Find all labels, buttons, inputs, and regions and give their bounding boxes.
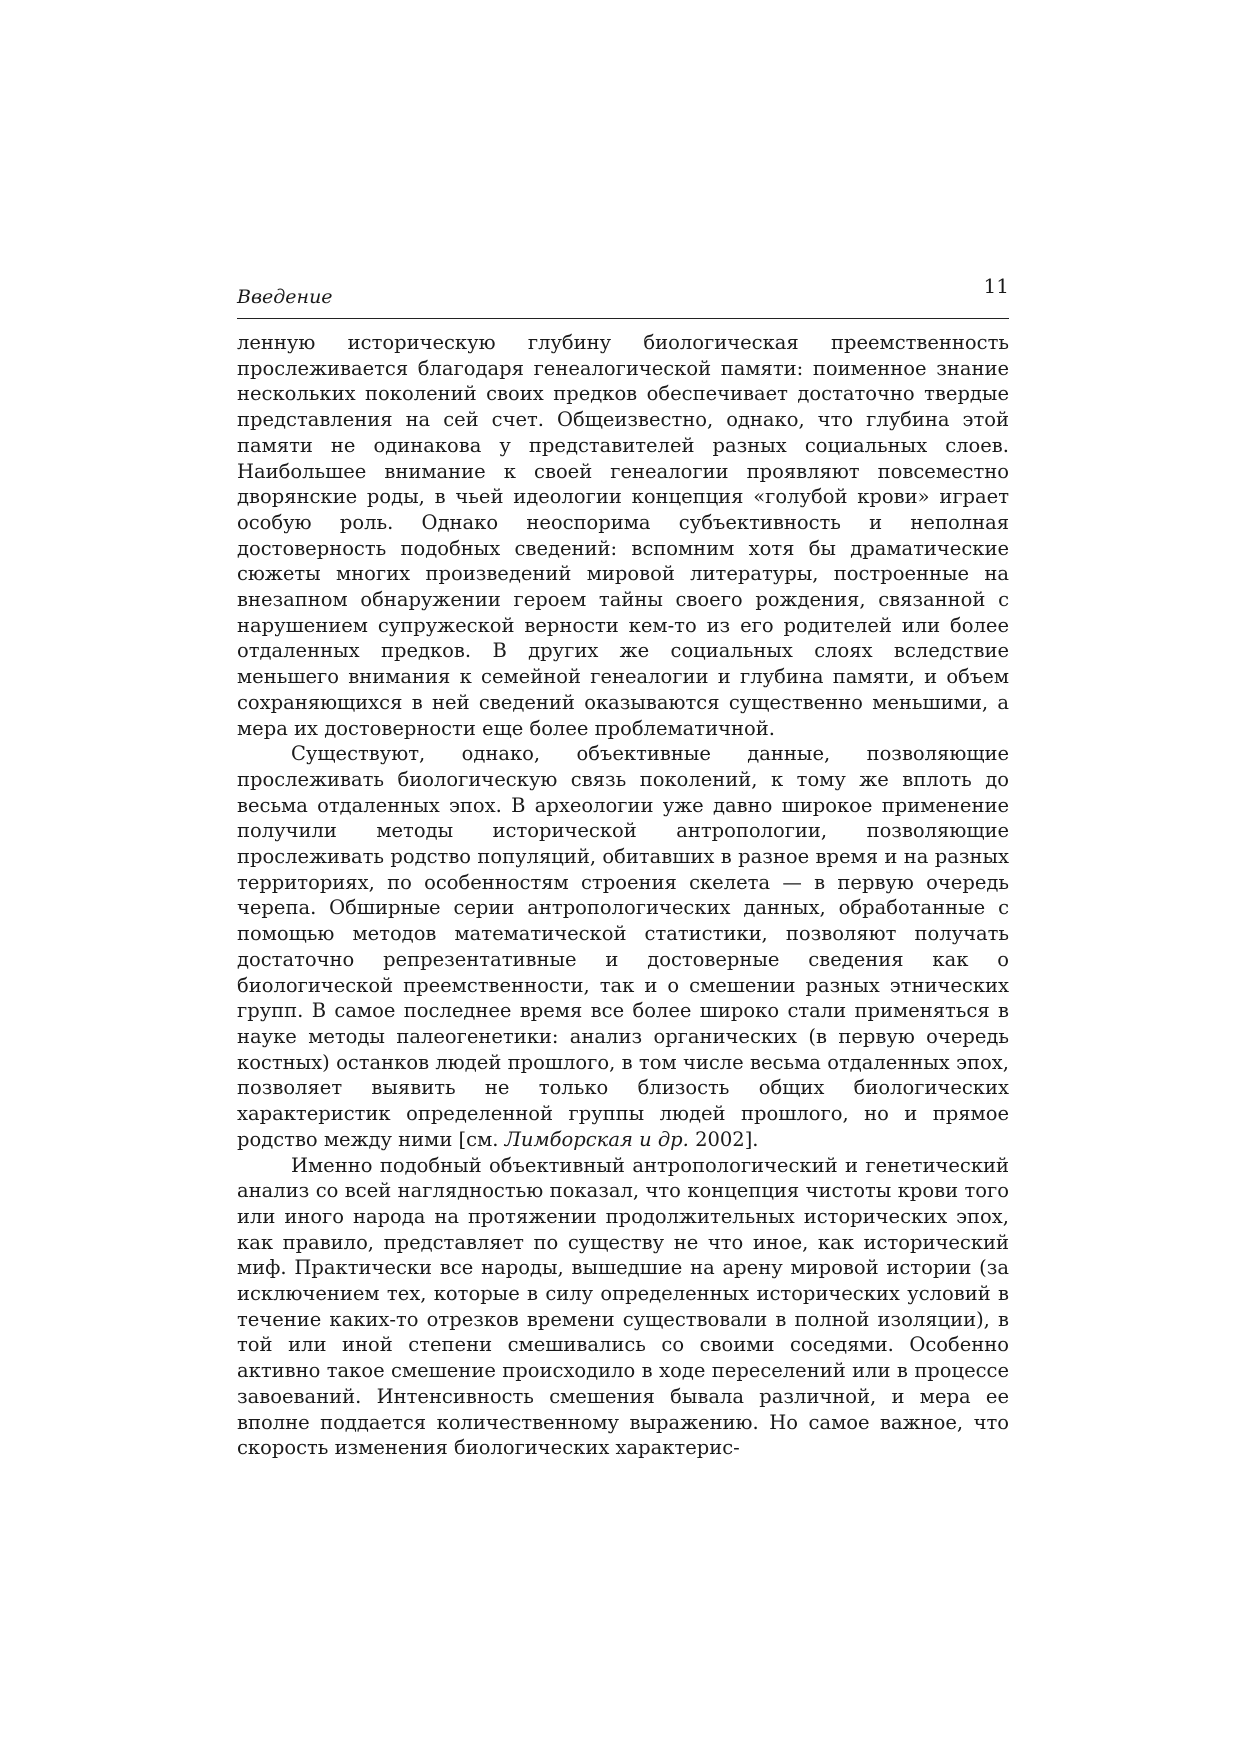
paragraph-1: ленную историческую глубину биологическая преемственность прослеживается благодаря генеалогической памяти: поименное знание нескольких поколений своих предков обеспечивает достаточно твердые представления на сей счет. Общеизвестно, однако, что глубина этой памяти не одинакова у представителей разных социальных слоев. Наибольшее внимание к своей генеалогии проявляют повсеместно дворянские роды, в чьей идеологии концепция «голубой крови» играет особую роль. Однако неоспорима субъективность и неполная достоверность подобных сведений: вспомним хотя бы драматические сюжеты многих произведений мировой литературы, построенные на внезапном обнаружении героем тайны своего рождения, связанной с нарушением супружеской верности кем-то из его родителей или более отдаленных предков. В других же социальных слоях вследствие меньшего внимания к семейной генеалогии и глубина памяти, и объем сохраняющихся в ней сведений оказываются существенно меньшими, а мера их достоверности еще более проблематичной. — [237, 331, 1009, 740]
paragraph-3: Именно подобный объективный антропологический и генетический анализ со всей наглядностью показал, что концепция чистоты крови того или иного народа на протяжении продолжительных исторических эпох, как правило, представляет по существу не что иное, как исторический миф. Практически все народы, вышедшие на арену мировой истории (за исключением тех, которые в силу определенных исторических условий в течение каких-то отрезков времени существовали в полной изоляции), в той или иной степени смешивались со своими соседями. Особенно активно такое смешение происходило в ходе переселений или в процессе завоеваний. Интенсивность смешения бывала различной, и мера ее вполне поддается количественному выражению. Но самое важное, что скорость изменения биологических характерис- — [237, 1153, 1009, 1460]
running-title: Введение — [237, 286, 333, 308]
citation-year: 2002]. — [688, 1127, 759, 1151]
page-number: 11 — [983, 274, 1009, 298]
citation-author: Лимборская и др. — [504, 1127, 689, 1151]
body-text — [237, 330, 1009, 1461]
paragraph-2 — [237, 741, 1009, 1152]
paragraph-2-text: Существуют, однако, объективные данные, позволяющие прослеживать биологическую связь поколений, к тому же вплоть до весьма отдаленных эпох. В археологии уже давно широкое применение получили методы исторической антропологии, позволяющие прослеживать родство популяций, обитавших в разное время и на разных территориях, по особенностям строения скелета — в первую очередь черепа. Обширные серии антропологических данных, обработанные с помощью методов математической статистики, позволяют получать достаточно репрезентативные и достоверные сведения как о биологической преемственности, так и о смешении разных этнических групп. В самое последнее время все более широко стали применяться в науке методы палеогенетики: анализ органических (в первую очередь костных) останков людей прошлого, в том числе весьма отдаленных эпох, позволяет выявить не только близость общих биологических характеристик определенной группы людей прошлого, но и прямое родство между ними [см. — [237, 742, 1009, 1151]
page-header — [237, 268, 1009, 319]
